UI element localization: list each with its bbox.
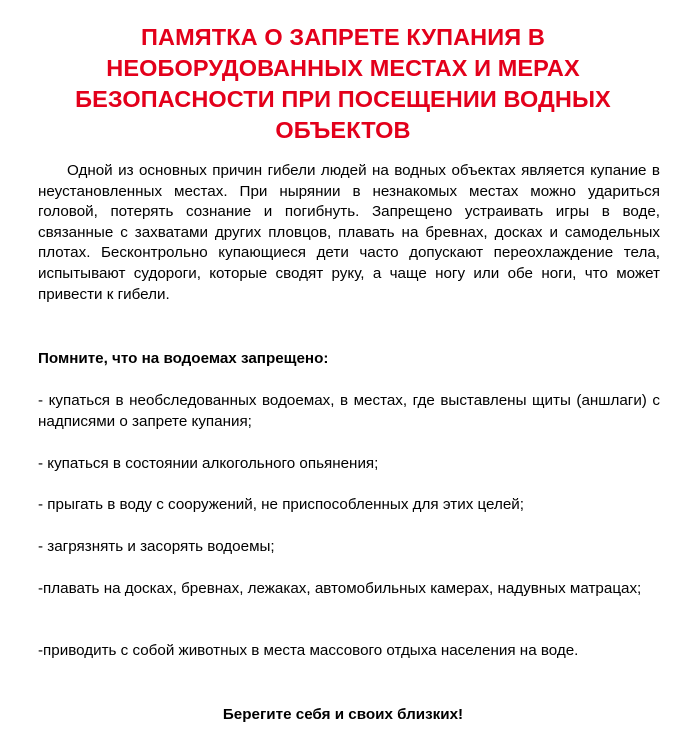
intro-paragraph: Одной из основных причин гибели людей на водных объектах является купание в неустановленных местах. При нырянии в незнакомых местах можно удариться головой, потерять сознание и погибнуть. Запрещено устраивать игры в воде, связанные с захватами других пловцов, плавать на бревнах, досках и самодельных плотах. Бесконтрольно купающиеся дети часто допускают переохлаждение тела, испытывают судороги, которые сводят руку, а чаще ногу или обе ноги, что может привести к гибели. <box>38 162 660 303</box>
prohibition-item: -приводить с собой животных в места массового отдыха населения на воде. <box>38 642 579 659</box>
closing-note: Берегите себя и своих близких! <box>222 706 464 723</box>
prohibition-item: -плавать на досках, бревнах, лежаках, автомобильных камерах, надувных матрацах; <box>38 580 642 597</box>
prohibitions-heading: Помните, что на водоемах запрещено: <box>38 350 329 367</box>
prohibition-item: - купаться в необследованных водоемах, в местах, где выставлены щиты (аншлаги) с надписями о запрете купания; <box>38 392 660 430</box>
prohibition-item: - загрязнять и засорять водоемы; <box>38 538 275 555</box>
prohibition-item: - прыгать в воду с сооружений, не приспособленных для этих целей; <box>38 496 524 513</box>
prohibition-item: - купаться в состоянии алкогольного опьянения; <box>38 455 379 472</box>
document-title: ПАМЯТКА О ЗАПРЕТЕ КУПАНИЯ В НЕОБОРУДОВАННЫХ МЕСТАХ И МЕРАХ БЕЗОПАСНОСТИ ПРИ ПОСЕЩЕНИИ ВОДНЫХ ОБЪЕКТОВ <box>75 24 611 143</box>
